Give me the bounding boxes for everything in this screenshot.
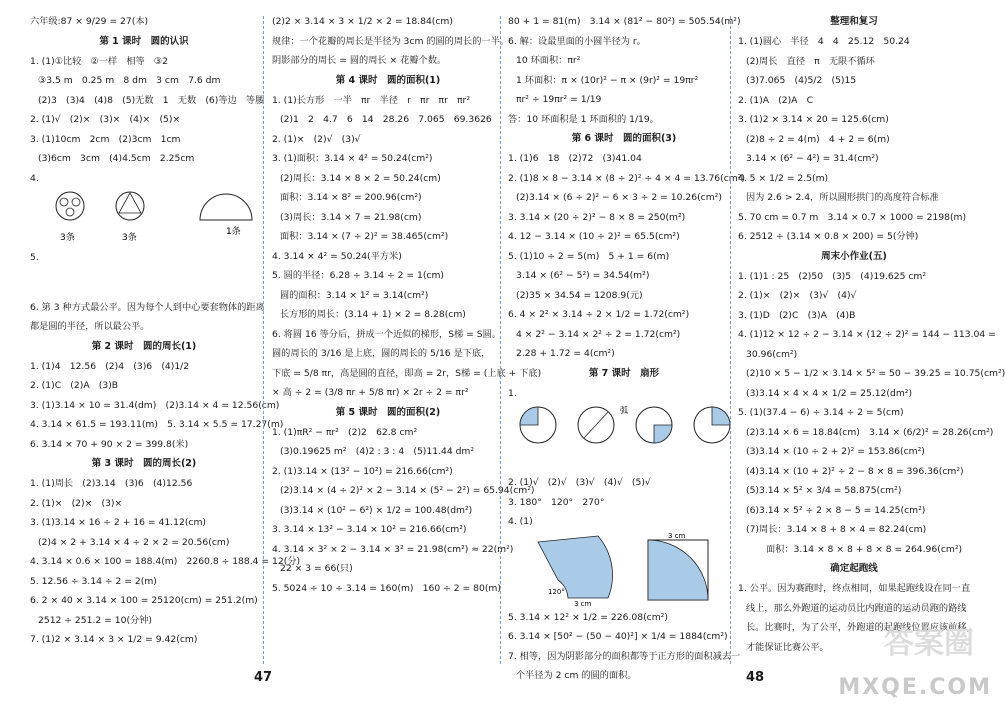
answer-line: (3)3.14 × (10 ÷ 2 + 2)² = 153.86(cm²) [746,446,925,457]
answer-line: 1. 公平。因为赛跑时，终点相同，如果起跑线设在同一直 [738,583,971,594]
answer-line: 6. 2 × 40 × 3.14 × 100 = 25120(cm) = 251.2(m) [30,595,258,606]
sector-drawings [508,532,740,608]
answer-line: 5. 12.56 ÷ 3.14 ÷ 2 = 2(m) [30,575,157,587]
answer-line: (6)3.14 × 5² ÷ 2 × 8 − 5 = 14.25(cm²) [746,504,926,516]
answer-line: (2)2 × 3.14 × 3 × 1/2 × 2 = 18.84(cm) [272,16,453,27]
answer-line: 4. 3.14 × 4² = 50.24(平方米) [272,250,402,262]
answer-line: (2)8 ÷ 2 = 4(m) 4 + 2 = 6(m) [746,133,890,145]
answer-line: 7. 相等，因为阴影部分的面积都等于正方形的面积减去一 [508,650,741,662]
answer-line: 阴影部分的周长 = 圆的周长 × 花瓣个数。 [272,55,447,66]
sector-diagrams [508,403,740,473]
answer-line: 2. (1)A (2)A C [738,94,814,106]
answer-line: 1. (1)①比较 ②一样 相等 ③2 [30,55,168,67]
answer-line: 个半径为 2 cm 的圆的面积。 [516,670,637,681]
answer-line: 4. [30,172,39,184]
answer-line: (2)周长：3.14 × 8 × 2 = 50.24(cm) [280,172,441,184]
answer-line: 2.28 + 1.72 = 4(cm²) [516,348,615,359]
answer-line: 1. (1)4 12.56 (2)4 (3)6 (4)1/2 [30,360,190,372]
answer-line: (2)3.14 × (6 ÷ 2)² − 6 × 3 ÷ 2 = 10.26(cm²) [516,192,722,203]
column-divider [263,16,264,664]
sector-circle-1 [520,407,556,443]
sector-circle-3 [636,407,672,443]
answer-line: 3. 180° 120° 270° [508,496,605,508]
section-heading: 确定起跑线 [830,563,878,574]
answer-line: 3. (1)10cm 2cm (2)3cm 1cm [30,133,181,145]
diagram-caption: 3条 [60,233,75,243]
answer-line: 1. (1)周长 (2)3.14 (3)6 (4)12.56 [30,478,193,489]
dimension-label: 3 cm [668,531,686,540]
answer-line: (3)周长：3.14 × 7 = 21.98(cm) [280,211,422,223]
answer-line: 30.96(cm²) [746,348,798,360]
section-heading: 第 3 课时 圆的周长(2) [91,458,197,469]
answer-line: 因为 2.6 > 2.4，所以圆形拱门的高度符合标准 [746,192,939,203]
answer-line: (2)3.14 × (4 ÷ 2)² × 2 − 3.14 × (5² − 2²) = 65.94(cm²) [280,485,535,496]
answer-line: 下底 = 5/8 πr，高是圆的直径，即高 = 2r，S梯 = (上底 + 下底) [272,367,542,379]
answer-line: (2)1 2 4.7 6 14 28.26 7.065 69.3626 [280,114,492,125]
answer-line: 2. (1)√ (2)√ (3)√ (4)√ (5)√ [508,477,651,488]
answer-line: 3. (1)3.14 × 16 ÷ 2 + 16 = 41.12(cm) [30,517,207,528]
answer-line: 5. 5024 ÷ 10 ÷ 3.14 = 160(m) 160 ÷ 2 = 80(m) [272,582,501,594]
answer-line: 2. (1)3.14 × (13² − 10²) = 216.66(cm²) [272,465,453,477]
answer-column-2 [272,12,542,652]
answer-line: 长。比赛时，为了公平，外跑道的起跑线位置应该前移， [746,622,976,633]
answer-line: (3)3.14 × 4 × 4 × 1/2 = 25.12(dm²) [746,387,913,399]
answer-line: 圆的周长的 3/16 是上底，圆的周长的 5/16 是下底， [272,348,491,359]
answer-line: ③3.5 m 0.25 m 8 dm 3 cm 7.6 dm [38,75,221,86]
answer-line: 答：10 环面积是 1 环面积的 1/19。 [508,113,659,125]
answer-line: 4. 3.14 × 0.6 × 100 = 188.4(m) 2260.8 ÷ 188.4 = 12(分) [30,556,301,567]
answer-line: 3. (1)2 × 3.14 × 20 = 125.6(cm) [738,114,889,125]
answer-line: 面积：3.14 × (7 ÷ 2)² = 38.465(cm²) [280,231,449,242]
answer-line: (3)7.065 (4)5/2 (5)15 [746,75,857,86]
answer-line: 4. 5 × 1/2 = 2.5(m) [738,172,829,184]
answer-line: (3)3.14 × (10² − 6²) × 1/2 = 100.48(dm²) [280,504,473,516]
dimension-label: 3 cm [574,599,592,608]
answer-line: (2)3 (3)4 (4)8 (5)无数 1 无数 (6)等边 等腰 [38,94,265,106]
answer-line: 3. 3.14 × (20 ÷ 2)² − 8 × 8 = 250(m²) [508,211,686,223]
answer-line: 2512 ÷ 251.2 = 10(分钟) [38,614,152,626]
section-heading: 第 5 课时 圆的面积(2) [335,406,441,418]
answer-line: 4. (1) [508,516,533,527]
symmetry-diagrams [30,188,258,248]
answer-line: 规律：一个花瓣的周长是半径为 3cm 的圆的周长的一半。 [272,35,509,47]
section-heading: 第 1 课时 圆的认识 [99,35,189,47]
answer-column-4 [738,12,1005,653]
watermark-logo: 答案圈 [884,626,974,661]
answer-line: 6. 2512 ÷ (3.14 × 0.8 × 200) = 5(分钟) [738,231,919,242]
answer-line: 1. (1)πR² − πr² (2)2 62.8 cm² [272,426,418,438]
answer-line: 才能保证比赛公平。 [746,641,829,653]
section-heading: 第 6 课时 圆的面积(3) [571,133,677,144]
answer-line: 3. (1)3.14 × 10 = 31.4(dm) (2)3.14 × 4 = 12.56(cm) [30,399,280,411]
arc-label: 弧 [620,406,628,415]
answer-line: 长方形的周长：(3.14 + 1) × 2 = 8.28(cm) [280,309,466,320]
section-heading: 第 7 课时 扇形 [588,367,660,379]
page-number-right: 48 [746,670,765,685]
answer-line: 5. 3.14 × 12² × 1/2 = 226.08(cm²) [508,611,668,623]
answer-line: 6. 3.14 × [50² − (50 − 40)²] × 1/4 = 1884(cm²) [508,631,728,642]
answer-line: 2. (1)× (2)× (3)× [30,497,123,509]
answer-line: 5. [30,252,39,263]
answer-line: (2)3.14 × 6 = 18.84(cm) 3.14 × (6/2)² = 28.26(cm²) [746,426,994,438]
answer-line: 2. (1)C (2)A (3)B [30,380,119,391]
answer-line: 6. 第 3 种方式最公平。因为每个人到中心要套物体的距离 [30,301,265,313]
answer-line: 6. 4 × 2² × 3.14 ÷ 2 × 1/2 = 1.72(cm²) [508,309,690,320]
answer-line: 5. (1)(37.4 − 6) ÷ 3.14 ÷ 2 = 5(cm) [738,407,904,418]
answer-line: 面积：3.14 × 8 × 8 + 8 × 8 = 264.96(cm²) [766,543,963,555]
answer-line: 5. 70 cm = 0.7 m 3.14 × 0.7 × 1000 = 2198(m) [738,211,967,223]
column-divider [500,16,501,664]
answer-line: 1 环面积：π × (10r)² − π × (9r)² = 19πr² [516,74,699,86]
diagram-caption: 1条 [226,227,241,237]
answer-line: 3. 3.14 × 13² − 3.14 × 10² = 216.66(cm²) [272,524,467,535]
sector-circle-4 [694,407,730,443]
answer-line: 5. 圆的半径：6.28 ÷ 3.14 ÷ 2 = 1(cm) [272,270,445,281]
answer-line: πr² ÷ 19πr² = 1/19 [516,94,602,105]
section-heading: 整理和复习 [830,16,878,27]
section-heading: 第 2 课时 圆的周长(1) [91,340,197,352]
answer-line: (3)0.19625 m² (4)2 : 3 : 4 (5)11.44 dm² [280,446,475,457]
answer-line: (2)周长 直径 π 无限不循环 [746,55,875,67]
column-divider [730,16,731,664]
answer-line: 4. 3.14 × 61.5 = 193.11(m) 5. 3.14 × 5.5 = 17.27(m) [30,419,284,430]
answer-line: 80 + 1 = 81(m) 3.14 × (81² − 80²) = 505.54(m²) [508,16,741,27]
diagram-caption: 3条 [122,233,137,243]
answer-line: 5. (1)10 ÷ 2 = 5(m) 5 + 1 = 6(m) [508,250,670,262]
answer-line: 4. 12 − 3.14 × (10 ÷ 2)² = 65.5(cm²) [508,231,680,242]
section-heading: 第 4 课时 圆的面积(1) [335,74,441,86]
answer-line: 面积：3.14 × 8² = 200.96(cm²) [280,192,422,203]
answer-line: 2. (1)8 × 8 − 3.14 × (8 ÷ 2)² ÷ 4 × 4 = 13.76(cm²) [508,172,746,184]
sector-circle-2 [578,407,614,443]
answer-line: (3)6cm 3cm (4)4.5cm 2.25cm [38,153,195,164]
answer-line: (4)3.14 × (10 + 2)² ÷ 2 − 8 × 8 = 396.36(cm²) [746,465,964,477]
answer-line: 3.14 × (6² − 4²) = 31.4(cm²) [746,153,879,164]
answer-line: 线上，那么外跑道的运动员比内跑道的运动员跑的路线 [746,602,967,614]
answer-line: 1. (1)圆心 半径 4 4 25.12 50.24 [738,36,910,47]
answer-line: 6. 解：设最里面的小圆半径为 r。 [508,35,646,47]
section-heading: 周末小作业(五) [821,250,887,262]
watermark-text: MXQE.COM [838,675,992,700]
answer-line: 3. (1)D (2)C (3)A (4)B [738,309,856,321]
answer-column-1 [30,12,301,652]
answer-line: 22 × 3 = 66(只) [280,563,353,574]
answer-line: 4. (1)12 × 12 ÷ 2 − 3.14 × (12 ÷ 2)² = 144 − 113.04 = [738,329,996,340]
answer-line: 1. (1)6 18 (2)72 (3)41.04 [508,153,642,164]
answer-line: (5)3.14 × 5² × 3/4 = 58.875(cm²) [746,485,902,496]
sector-figures [508,403,740,473]
ring-sector-figure [538,536,613,608]
answer-line: 2. (1)× (2)× (3)√ (4)√ [738,290,857,301]
answer-line: 圆的面积：3.14 × 1² = 3.14(cm²) [280,289,429,301]
answer-column-3 [508,12,746,681]
three-circles-figure [56,192,84,220]
answer-line: 六年级:87 × 9/29 = 27(本) [30,16,149,27]
page-number-left: 47 [254,670,273,685]
circle-triangle-figure [116,192,144,220]
angle-label: 120° [548,587,565,596]
answer-line: (2)4 × 2 + 3.14 × 4 ÷ 2 × 2 = 20.56(cm) [38,536,230,548]
semicircle-figure [200,194,252,220]
sector-drawing-diagrams [508,532,740,608]
symmetry-figures [30,188,258,248]
answer-line: (2)10 × 5 − 1/2 × 3.14 × 5² = 50 − 39.25 = 10.75(cm²) [746,368,1005,379]
answer-line: 6. 将圆 16 等分后，拼成一个近似的梯形，S梯 = S圆。 [272,328,501,340]
answer-line: 7. (1)2 × 3.14 × 3 × 1/2 = 9.42(cm) [30,634,198,645]
answer-line: 2. (1)× (2)√ (3)√ [272,133,361,145]
answer-line: 4 × 2² − 3.14 × 2² ÷ 2 = 1.72(cm²) [516,328,681,340]
answer-line: 3.14 × (6² − 5²) = 34.54(m²) [516,270,650,281]
answer-line: 6. 3.14 × 70 + 90 × 2 = 399.8(米) [30,438,189,450]
answer-line: 3. (1)面积：3.14 × 4² = 50.24(cm²) [272,153,433,164]
answer-line: (2)35 × 34.54 = 1208.9(元) [516,289,643,301]
answer-line: 1. (1)1 : 25 (2)50 (3)5 (4)19.625 cm² [738,270,927,282]
answer-line: × 高 ÷ 2 = (3/8 πr + 5/8 πr) × 2r ÷ 2 = πr² [272,387,469,398]
answer-line: 4. 3.14 × 3² × 2 − 3.14 × 3² = 21.98(cm²) ≈ 22(m²) [272,543,514,555]
answer-line: (7)周长：3.14 × 8 + 8 × 4 = 82.24(cm) [746,524,927,535]
answer-line: 1. [508,387,517,399]
answer-line: 都是圆的半径，所以最公平。 [30,321,150,332]
answer-line: 1. (1)长方形 一半 πr 半径 r πr πr πr² [272,94,471,106]
quarter-circle-square-figure [648,532,708,600]
answer-line: 10 环面积：πr² [516,55,581,66]
answer-line: 2. (1)√ (2)× (3)× (4)× (5)× [30,114,181,125]
